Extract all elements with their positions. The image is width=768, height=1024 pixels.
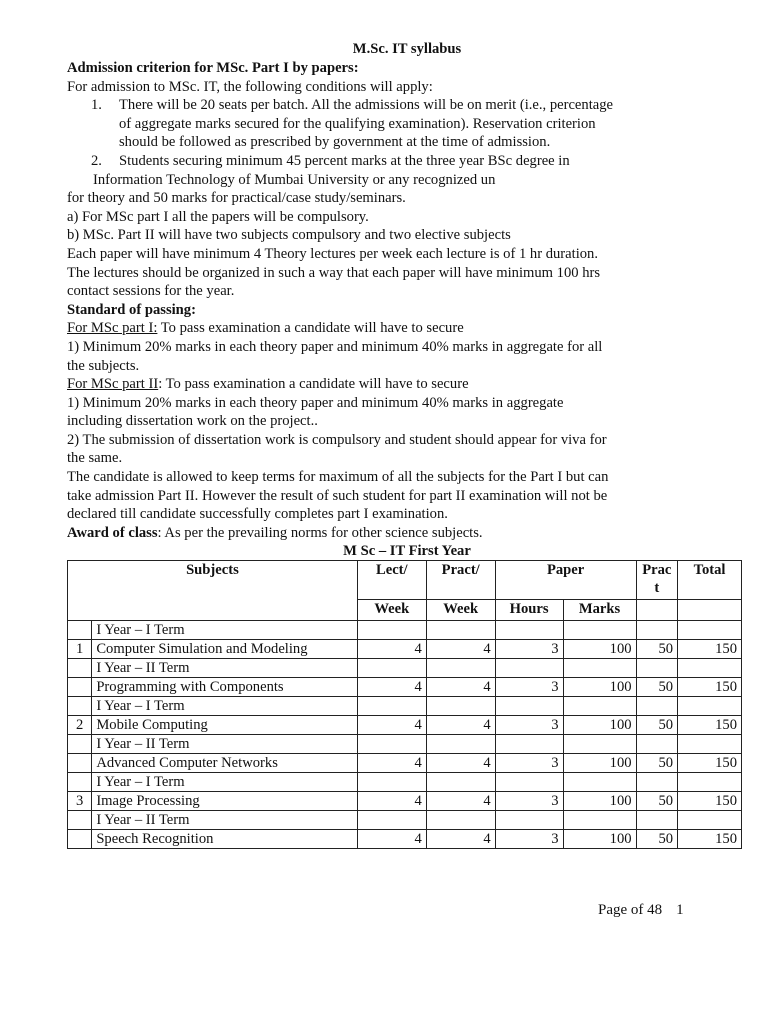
paragraph-line: b) MSc. Part II will have two subjects compulsory and two elective subjects <box>67 227 511 244</box>
header-subjects: Subjects <box>68 561 358 621</box>
table-cell-total <box>678 697 742 716</box>
table-cell-hours <box>495 621 563 640</box>
table-cell-pract <box>426 697 495 716</box>
table-cell-no <box>68 811 92 830</box>
table-cell-prac <box>636 621 678 640</box>
table-cell-marks <box>563 773 636 792</box>
paragraph-line: a) For MSc part I all the papers will be compulsory. <box>67 208 369 225</box>
table-cell-hours <box>495 697 563 716</box>
table-cell-no: 2 <box>68 716 92 735</box>
table-cell-total <box>678 735 742 754</box>
part2-label: For MSc part II <box>67 376 159 393</box>
header-week-pract: Week <box>426 600 495 621</box>
list-text-continued: Information Technology of Mumbai University or any recognized un <box>93 171 496 188</box>
table-cell-pract <box>426 735 495 754</box>
table-cell-lect: 4 <box>357 754 426 773</box>
table-row <box>68 754 742 773</box>
header-total: Total <box>678 561 742 600</box>
table-cell-lect: 4 <box>357 792 426 811</box>
table-cell-total: 150 <box>678 640 742 659</box>
table-cell-lect <box>357 659 426 678</box>
paragraph-line: The candidate is allowed to keep terms for maximum of all the subjects for the Part I but can <box>67 469 609 486</box>
paragraph-line: the same. <box>67 450 123 467</box>
table-row <box>68 716 742 735</box>
page-number: 1 <box>676 902 684 918</box>
table-cell-hours <box>495 773 563 792</box>
table-row <box>68 773 742 792</box>
table-cell-subject: Speech Recognition <box>92 830 358 849</box>
table-cell-marks <box>563 659 636 678</box>
table-cell-total <box>678 811 742 830</box>
table-cell-hours: 3 <box>495 640 563 659</box>
header-marks: Marks <box>563 600 636 621</box>
table-cell-lect <box>357 735 426 754</box>
award-text: : As per the prevailing norms for other science subjects. <box>157 524 483 541</box>
paragraph-line: the subjects. <box>67 357 140 374</box>
table-cell-marks <box>563 621 636 640</box>
table-cell-no: 3 <box>68 792 92 811</box>
header-paper: Paper <box>495 561 636 600</box>
paragraph-line: for theory and 50 marks for practical/case study/seminars. <box>67 190 406 207</box>
table-cell-lect: 4 <box>357 640 426 659</box>
header-pract: Pract/ <box>426 561 495 600</box>
table-cell-lect: 4 <box>357 830 426 849</box>
table-cell-prac <box>636 811 678 830</box>
table-cell-total: 150 <box>678 678 742 697</box>
table-cell-marks: 100 <box>563 678 636 697</box>
table-cell-pract: 4 <box>426 754 495 773</box>
table-cell-lect <box>357 773 426 792</box>
table-cell-subject: Advanced Computer Networks <box>92 754 358 773</box>
header-empty <box>678 600 742 621</box>
table-cell-pract: 4 <box>426 678 495 697</box>
table-cell-pract: 4 <box>426 792 495 811</box>
table-cell-pract <box>426 659 495 678</box>
table-cell-no <box>68 697 92 716</box>
table-cell-prac: 50 <box>636 716 678 735</box>
table-cell-prac: 50 <box>636 678 678 697</box>
award-label: Award of class <box>67 524 158 541</box>
table-cell-subject: I Year – II Term <box>92 659 358 678</box>
list-item <box>67 96 747 115</box>
table-cell-subject: Computer Simulation and Modeling <box>92 640 358 659</box>
list-text: Students securing minimum 45 percent marks at the three year BSc degree in <box>119 152 570 169</box>
table-cell-hours <box>495 735 563 754</box>
part1-text: To pass examination a candidate will have to secure <box>157 320 464 337</box>
header-prac: Prac t <box>636 561 678 600</box>
table-cell-marks: 100 <box>563 830 636 849</box>
table-row <box>68 621 742 640</box>
paragraph-line: take admission Part II. However the result of such student for part II examination will not be <box>67 487 608 504</box>
paragraph-line: The lectures should be organized in such a way that each paper will have minimum 100 hrs <box>67 264 601 281</box>
header-lect: Lect/ <box>357 561 426 600</box>
header-week-lect: Week <box>357 600 426 621</box>
paragraph-line: Each paper will have minimum 4 Theory lectures per week each lecture is of 1 hr duration. <box>67 245 598 262</box>
table-cell-subject: Programming with Components <box>92 678 358 697</box>
part1-label: For MSc part I: <box>67 320 158 337</box>
table-cell-no <box>68 659 92 678</box>
table-cell-lect <box>357 621 426 640</box>
list-item <box>67 152 747 171</box>
paragraph-line: 1) Minimum 20% marks in each theory paper and minimum 40% marks in aggregate for all <box>67 338 603 355</box>
part2-text: : To pass examination a candidate will have to secure <box>158 376 469 393</box>
table-cell-prac <box>636 773 678 792</box>
table-cell-subject: I Year – II Term <box>92 811 358 830</box>
table-row <box>68 735 742 754</box>
table-cell-pract <box>426 811 495 830</box>
table-cell-marks: 100 <box>563 754 636 773</box>
paragraph-line: including dissertation work on the project.. <box>67 413 318 430</box>
table-cell-hours: 3 <box>495 830 563 849</box>
table-cell-prac <box>636 697 678 716</box>
table-title: M Sc – IT First Year <box>343 543 471 560</box>
list-text-continued: should be followed as prescribed by government at the time of admission. <box>119 134 551 151</box>
table-cell-prac <box>636 735 678 754</box>
page-title: M.Sc. IT syllabus <box>352 41 462 57</box>
paragraph-line <box>67 524 747 543</box>
table-row <box>68 792 742 811</box>
paragraph-line: 2) The submission of dissertation work is compulsory and student should appear for viva for <box>67 431 607 448</box>
header-empty <box>636 600 678 621</box>
document-page <box>67 40 747 849</box>
table-cell-lect <box>357 697 426 716</box>
table-cell-total <box>678 659 742 678</box>
table-cell-hours <box>495 811 563 830</box>
table-cell-no <box>68 621 92 640</box>
table-cell-total <box>678 621 742 640</box>
header-hours: Hours <box>495 600 563 621</box>
table-cell-pract: 4 <box>426 640 495 659</box>
table-cell-no <box>68 773 92 792</box>
table-cell-no: 1 <box>68 640 92 659</box>
table-cell-hours: 3 <box>495 716 563 735</box>
table-cell-lect <box>357 811 426 830</box>
paragraph-line <box>67 319 747 338</box>
table-cell-total <box>678 773 742 792</box>
table-cell-marks <box>563 811 636 830</box>
table-cell-subject: I Year – I Term <box>92 697 358 716</box>
table-cell-prac: 50 <box>636 830 678 849</box>
table-cell-subject: I Year – I Term <box>92 773 358 792</box>
table-cell-lect: 4 <box>357 678 426 697</box>
paragraph-line: 1) Minimum 20% marks in each theory paper and minimum 40% marks in aggregate <box>67 394 564 411</box>
table-cell-prac: 50 <box>636 792 678 811</box>
list-text-continued: of aggregate marks secured for the qualifying examination). Reservation criterion <box>119 115 596 132</box>
list-text: There will be 20 seats per batch. All the admissions will be on merit (i.e., percentage <box>119 97 614 114</box>
table-cell-prac: 50 <box>636 640 678 659</box>
table-row <box>68 830 742 849</box>
table-cell-pract <box>426 773 495 792</box>
table-cell-hours: 3 <box>495 754 563 773</box>
paragraph-line: declared till candidate successfully completes part I examination. <box>67 506 448 523</box>
table-cell-hours: 3 <box>495 792 563 811</box>
paragraph-line <box>67 375 747 394</box>
table-cell-pract: 4 <box>426 830 495 849</box>
table-cell-no <box>68 735 92 754</box>
table-cell-prac <box>636 659 678 678</box>
table-body <box>68 621 742 849</box>
table-cell-subject: Mobile Computing <box>92 716 358 735</box>
page-label: Page of 48 <box>598 902 663 918</box>
table-cell-marks: 100 <box>563 716 636 735</box>
table-cell-total: 150 <box>678 716 742 735</box>
table-cell-subject: Image Processing <box>92 792 358 811</box>
table-cell-marks: 100 <box>563 640 636 659</box>
table-cell-pract <box>426 621 495 640</box>
table-cell-subject: I Year – I Term <box>92 621 358 640</box>
table-cell-total: 150 <box>678 754 742 773</box>
table-cell-subject: I Year – II Term <box>92 735 358 754</box>
table-row <box>68 811 742 830</box>
table-cell-lect: 4 <box>357 716 426 735</box>
table-cell-total: 150 <box>678 830 742 849</box>
list-number: 2. <box>91 152 102 169</box>
table-cell-marks: 100 <box>563 792 636 811</box>
admission-heading: Admission criterion for MSc. Part I by papers: <box>67 60 359 76</box>
table-cell-marks <box>563 697 636 716</box>
table-row <box>68 678 742 697</box>
list-number: 1. <box>91 97 102 114</box>
table-cell-hours: 3 <box>495 678 563 697</box>
admission-intro: For admission to MSc. IT, the following conditions will apply: <box>67 78 433 95</box>
table-cell-marks <box>563 735 636 754</box>
table-header-row <box>68 561 742 600</box>
table-cell-no <box>68 754 92 773</box>
page-footer <box>598 902 684 919</box>
syllabus-table <box>67 560 742 849</box>
table-cell-no <box>68 678 92 697</box>
table-cell-total: 150 <box>678 792 742 811</box>
table-cell-hours <box>495 659 563 678</box>
table-cell-prac: 50 <box>636 754 678 773</box>
table-cell-pract: 4 <box>426 716 495 735</box>
table-row <box>68 640 742 659</box>
passing-heading: Standard of passing: <box>67 301 196 318</box>
table-row <box>68 659 742 678</box>
table-cell-no <box>68 830 92 849</box>
table-row <box>68 697 742 716</box>
paragraph-line: contact sessions for the year. <box>67 283 235 300</box>
